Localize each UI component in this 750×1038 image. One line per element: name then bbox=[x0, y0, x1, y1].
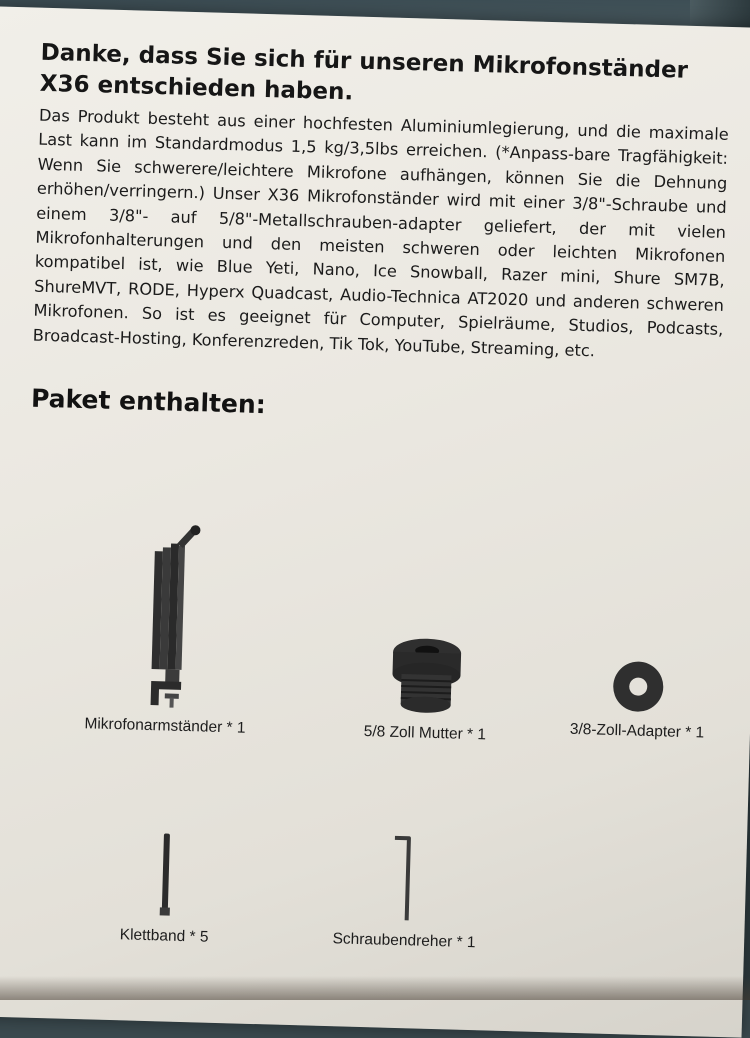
manual-page bbox=[0, 6, 750, 1038]
microphone-arm-stand-icon bbox=[120, 520, 215, 712]
package-item-velcro bbox=[59, 829, 272, 949]
package-item-adapter bbox=[532, 654, 744, 744]
nut-icon bbox=[380, 629, 472, 719]
package-item-nut bbox=[320, 628, 533, 746]
velcro-strap-icon bbox=[150, 831, 183, 922]
hex-key-icon bbox=[384, 830, 427, 927]
bottom-shadow bbox=[0, 976, 750, 1000]
product-description: Das Produkt besteht aus einer hochfesten Aluminiumlegierung, und die maximale Last kann im Standardmodus 1,5 kg/3,5lbs erreichen. (*Anpass-bare Tragfähigkeit: Wenn Sie schwerere/leichtere Mikrofone aufhängen, können Sie die Dehnung erhöhen/verringern.) Unser X36 Mikrofonständer wird mit einer 3/8"-Schraube und einem 3/8"- auf 5/8"-Metallschrauben-adapter geliefert, der mit vielen Mikrofonhalterungen und den meisten schweren oder leichten Mikrofonen kompatibel ist, wie Blue Yeti, Nano, Ice Snowball, Razer mini, Shure SM7B, ShureMVT, RODE, Hyperx Quadcast, Audio-Technica AT2020 und anderen schweren Mikrofonen. So ist es geeignet für Computer, Spielräume, Studios, Podcasts, Broadcast-Hosting, Konferenzreden, Tik Tok, YouTube, Streaming, etc. bbox=[32, 105, 729, 360]
item-label: Schraubendreher * 1 bbox=[332, 930, 476, 952]
item-label: 5/8 Zoll Mutter * 1 bbox=[363, 723, 487, 744]
page-title: Danke, dass Sie sich für unseren Mikrofonständer X36 entschieden haben. bbox=[39, 39, 689, 106]
item-label: 3/8-Zoll-Adapter * 1 bbox=[569, 720, 705, 742]
item-label: Klettband * 5 bbox=[119, 926, 209, 946]
package-heading: Paket enthalten: bbox=[30, 383, 267, 420]
package-item-hex-key bbox=[299, 827, 512, 953]
adapter-ring-icon bbox=[607, 656, 669, 718]
page-content bbox=[31, 38, 731, 432]
package-item-stand bbox=[60, 519, 276, 739]
item-label: Mikrofonarmständer * 1 bbox=[84, 715, 246, 737]
